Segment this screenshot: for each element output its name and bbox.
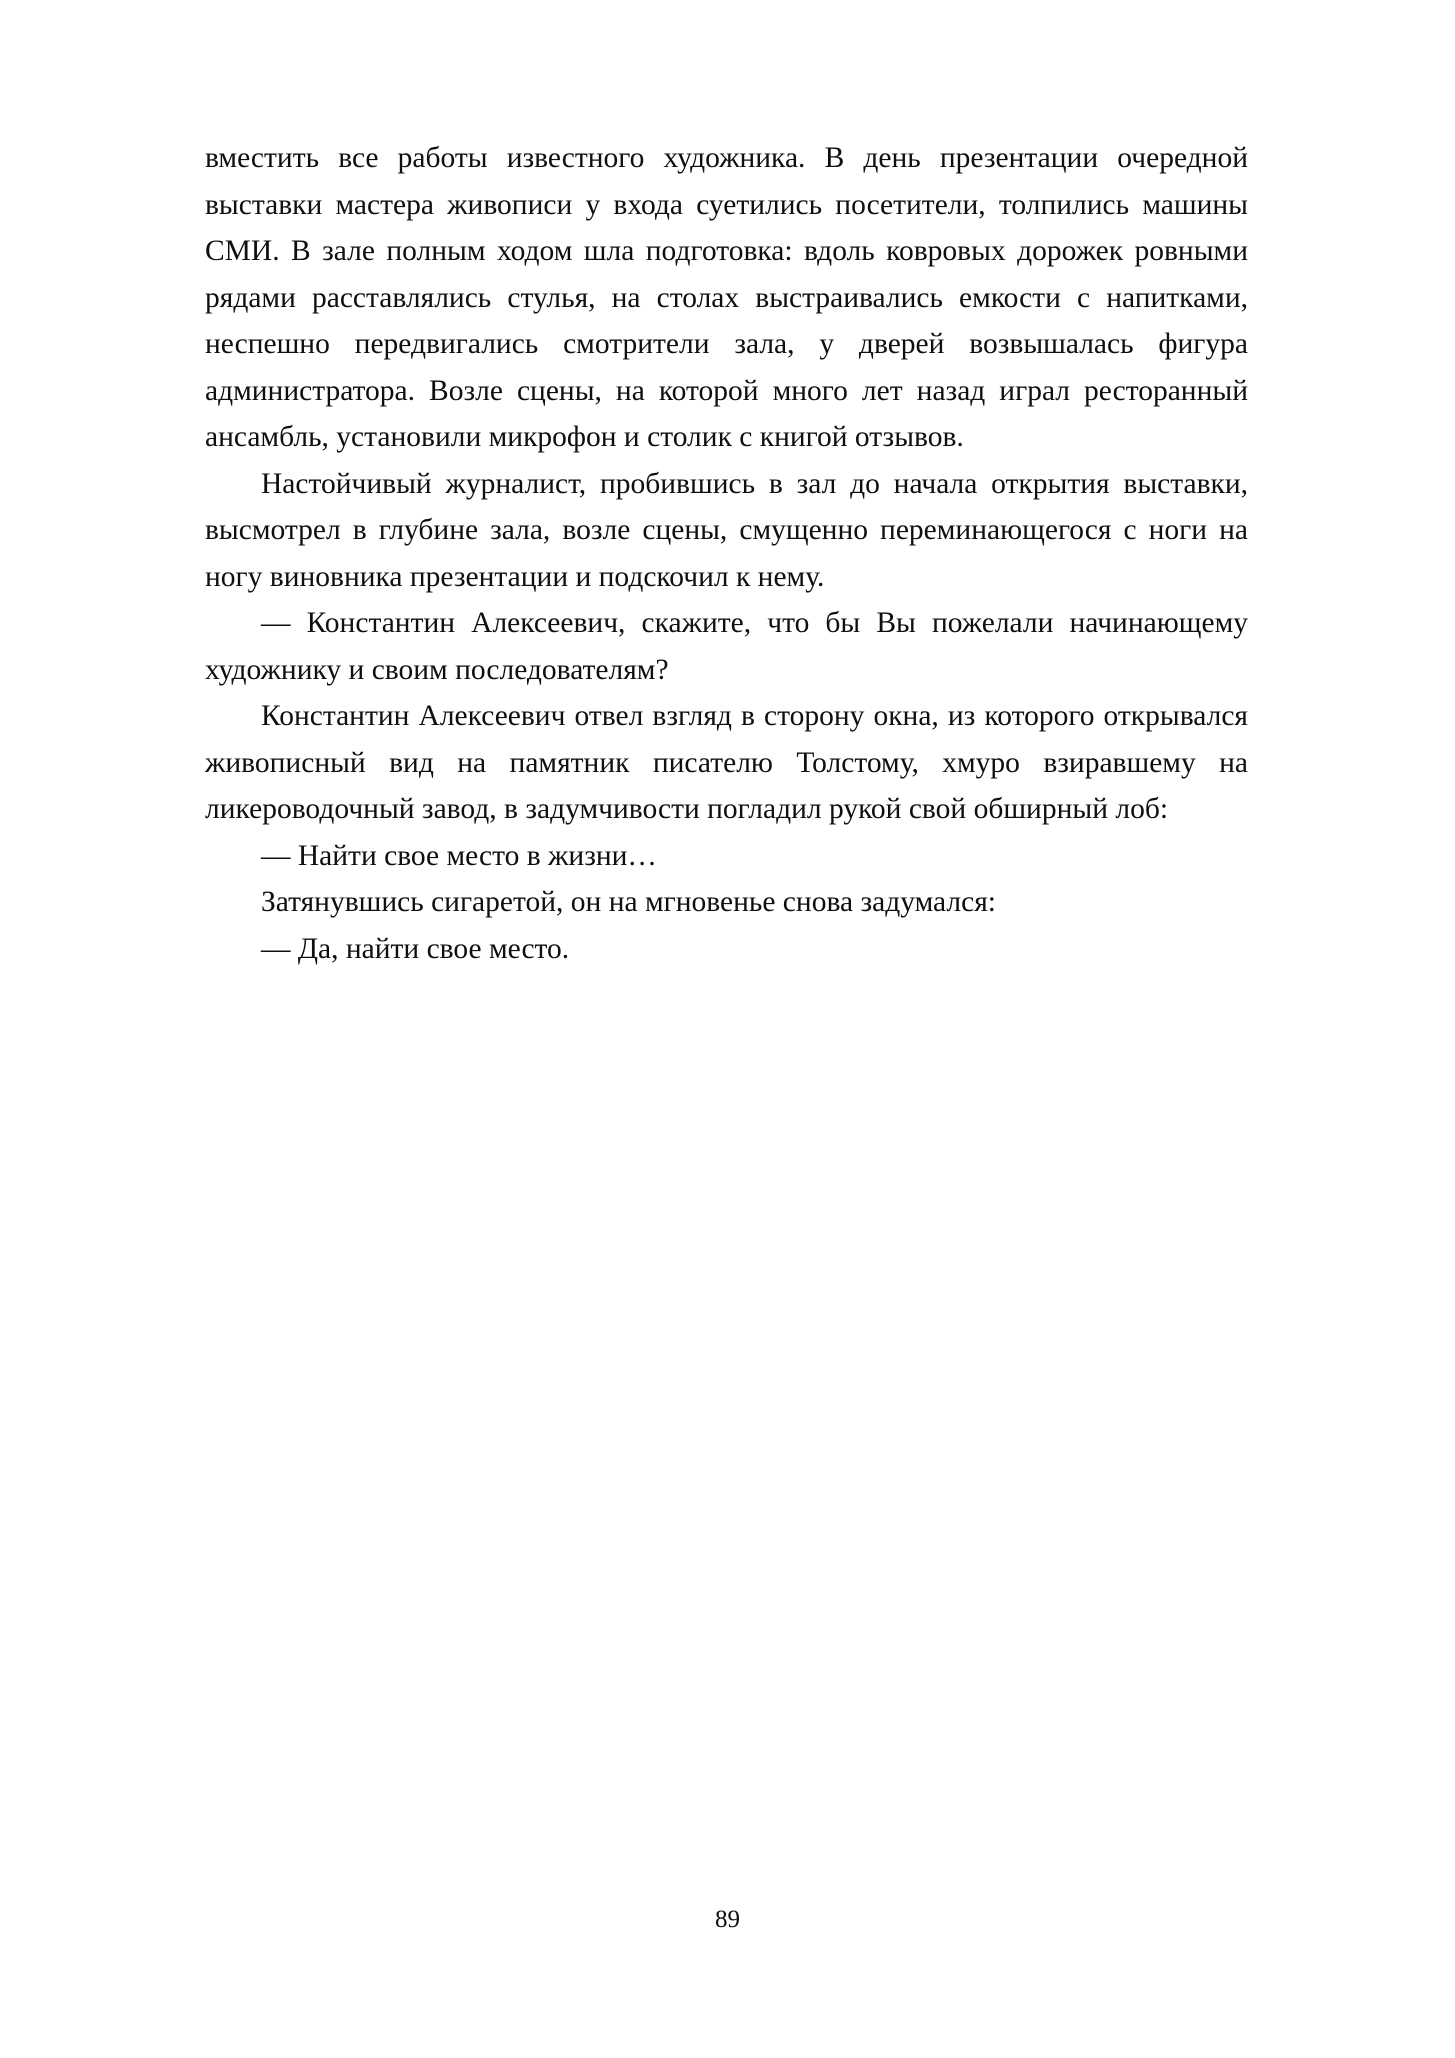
paragraph: — Константин Алексеевич, скажите, что бы Вы пожелали начинающему художнику и своим последователям? <box>205 607 1248 686</box>
page-number: 89 <box>715 1906 740 1933</box>
paragraph: Затянувшись сигаретой, он на мгновенье снова задумался: <box>261 886 996 918</box>
paragraph: вместить все работы известного художника. В день презентации очередной выставки мастера живописи у входа суетились посетители, толпились машины СМИ. В зале полным ходом шла подготовка: вдоль ковровых дорожек ровными рядами расставлялись стулья, на столах выстраивались емкости с напитками, неспешно передвигались смотрители зала, у дверей возвышалась фигура администратора. Возле сцены, на которой много лет назад играл ресторанный ансамбль, установили микрофон и столик с книгой отзывов. <box>205 142 1248 453</box>
paragraph: — Да, найти свое место. <box>261 932 570 965</box>
paragraph: Настойчивый журналист, пробившись в зал до начала открытия выставки, высмотрел в глубине зала, возле сцены, смущенно переминающегося с ноги на ногу виновника презентации и подскочил к нему. <box>205 467 1248 593</box>
paragraph: — Найти свое место в жизни… <box>261 839 657 872</box>
page-text-body <box>205 135 1248 972</box>
paragraph: Константин Алексеевич отвел взгляд в сторону окна, из которого открывался живописный вид на памятник писателю Толстому, хмуро взиравшему на ликероводочный завод, в задумчивости погладил рукой свой обширный лоб: <box>205 700 1248 825</box>
